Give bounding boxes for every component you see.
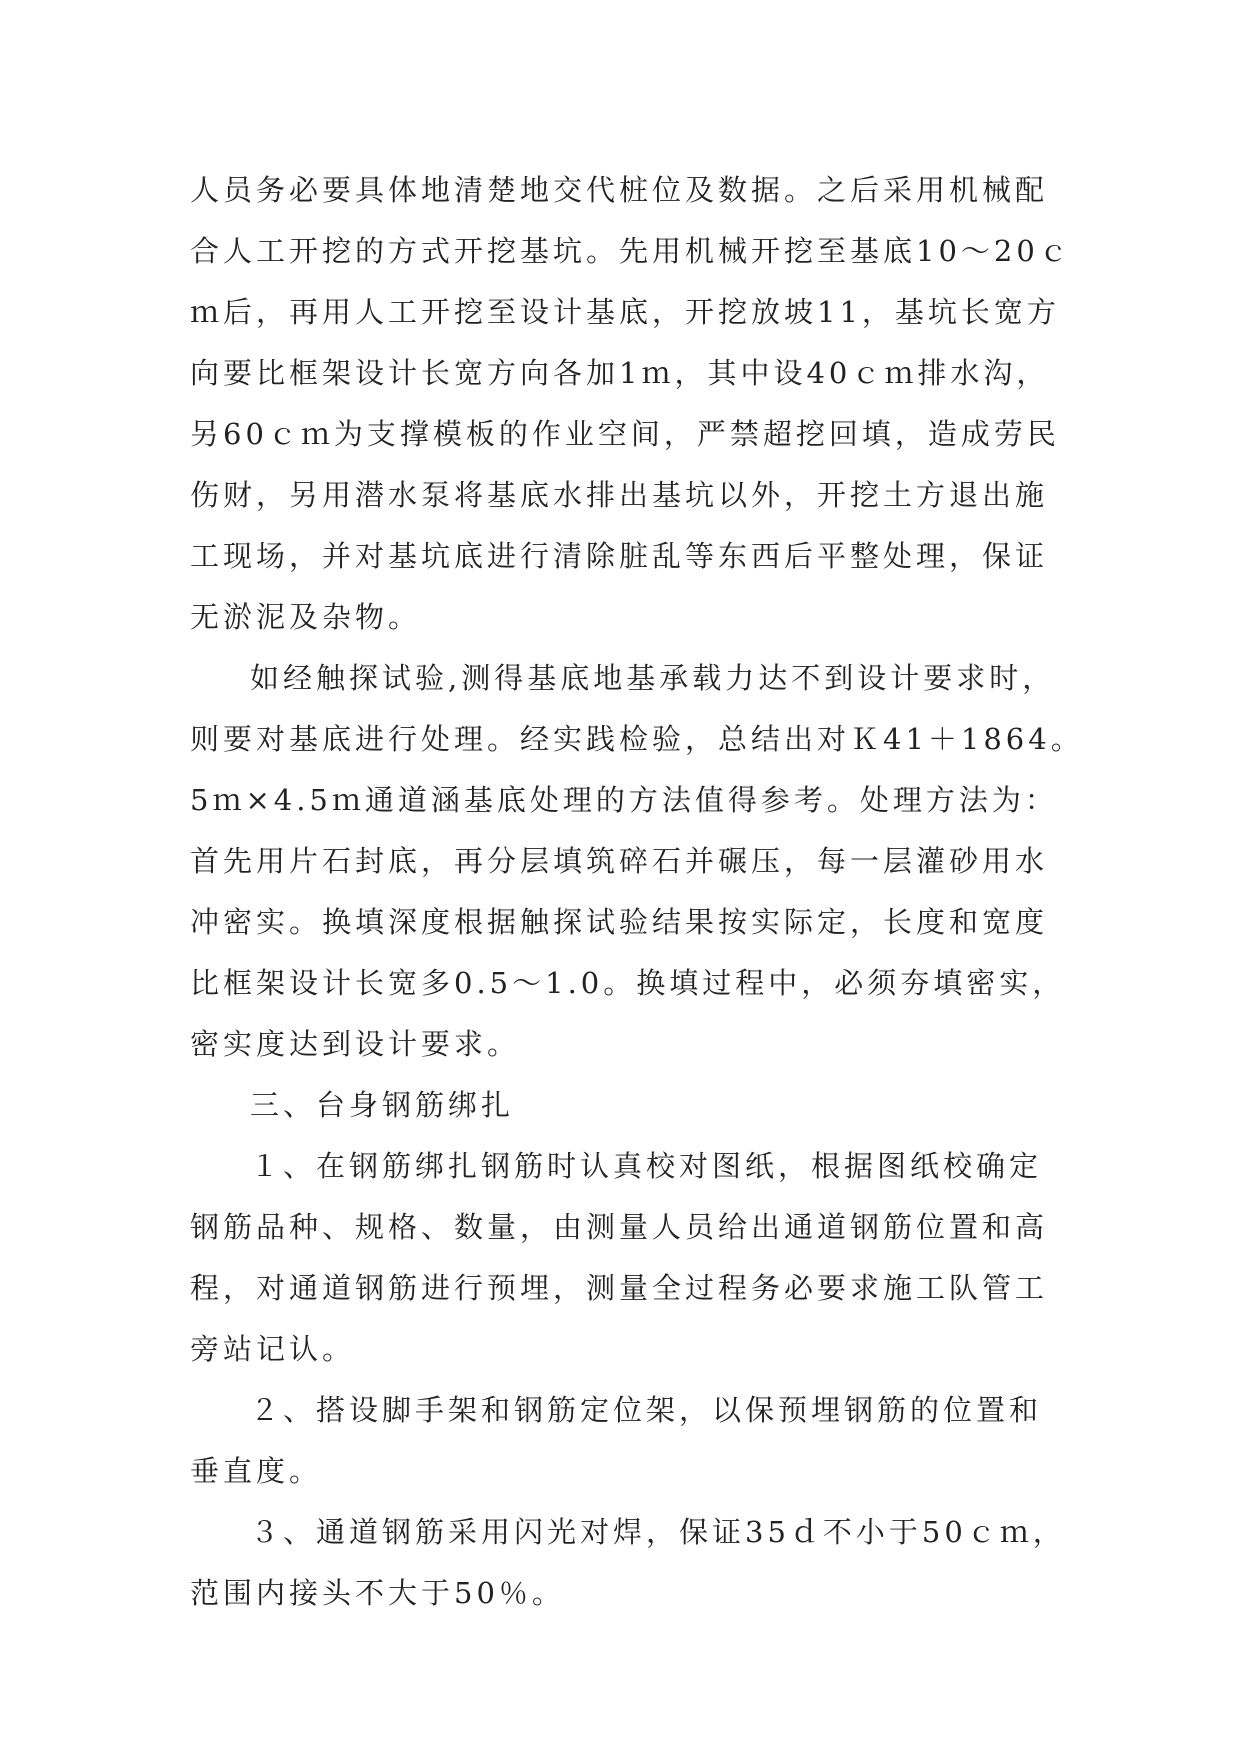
text-line: 无淤泥及杂物。 bbox=[190, 600, 422, 634]
text-line: 工现场，并对基坑底进行清除脏乱等东西后平整处理，保证 bbox=[190, 539, 1049, 573]
text-line: 伤财，另用潜水泵将基底水排出基坑以外，开挖土方退出施 bbox=[190, 478, 1049, 512]
text-line: 程，对通道钢筋进行预埋，测量全过程务必要求施工队管工 bbox=[190, 1271, 1049, 1305]
text-line: 合人工开挖的方式开挖基坑。先用机械开挖至基底10～20ｃ bbox=[190, 234, 1072, 268]
text-line: ｍ后，再用人工开挖至设计基底，开挖放坡11，基坑长宽方 bbox=[190, 295, 1060, 329]
text-line: 向要比框架设计长宽方向各加1ｍ，其中设40ｃｍ排水沟， bbox=[190, 356, 1050, 390]
text-line: 比框架设计长宽多0.5～1.0。换填过程中，必须夯填密实， bbox=[190, 966, 1066, 1000]
paragraph-item-1 bbox=[190, 1136, 1050, 1380]
paragraph-item-3 bbox=[190, 1502, 1066, 1624]
text-line: ３、通道钢筋采用闪光对焊，保证35ｄ不小于50ｃｍ， bbox=[250, 1515, 1066, 1549]
paragraph-excavation bbox=[190, 160, 1072, 648]
text-line: 密实度达到设计要求。 bbox=[190, 1027, 521, 1061]
text-line: 垂直度。 bbox=[190, 1454, 323, 1488]
document-body bbox=[190, 160, 1084, 1624]
text-line: １、在钢筋绑扎钢筋时认真校对图纸，根据图纸校确定 bbox=[250, 1149, 1043, 1183]
text-line: ２、搭设脚手架和钢筋定位架，以保预埋钢筋的位置和 bbox=[250, 1393, 1043, 1427]
text-line: 人员务必要具体地清楚地交代桩位及数据。之后采用机械配 bbox=[190, 173, 1049, 207]
text-line: 如经触探试验,测得基底地基承载力达不到设计要求时， bbox=[250, 661, 1056, 695]
text-line: 5ｍ×4.5ｍ通道涵基底处理的方法值得参考。处理方法为： bbox=[190, 783, 1058, 817]
paragraph-item-2 bbox=[190, 1380, 1050, 1502]
text-line: 旁站记认。 bbox=[190, 1332, 356, 1366]
text-line: 另60ｃｍ为支撑模板的作业空间，严禁超挖回填，造成劳民 bbox=[190, 417, 1060, 451]
text-line: 冲密实。换填深度根据触探试验结果按实际定，长度和宽度 bbox=[190, 905, 1049, 939]
paragraph-foundation-treatment bbox=[190, 648, 1084, 1075]
section-heading bbox=[190, 1075, 1050, 1136]
heading-text: 三、台身钢筋绑扎 bbox=[250, 1088, 515, 1122]
text-line: 范围内接头不大于50％。 bbox=[190, 1576, 565, 1610]
text-line: 钢筋品种、规格、数量，由测量人员给出通道钢筋位置和高 bbox=[190, 1210, 1049, 1244]
text-line: 则要对基底进行处理。经实践检验，总结出对Ｋ41＋1864。 bbox=[190, 722, 1084, 756]
text-line: 首先用片石封底，再分层填筑碎石并碾压，每一层灌砂用水 bbox=[190, 844, 1049, 878]
